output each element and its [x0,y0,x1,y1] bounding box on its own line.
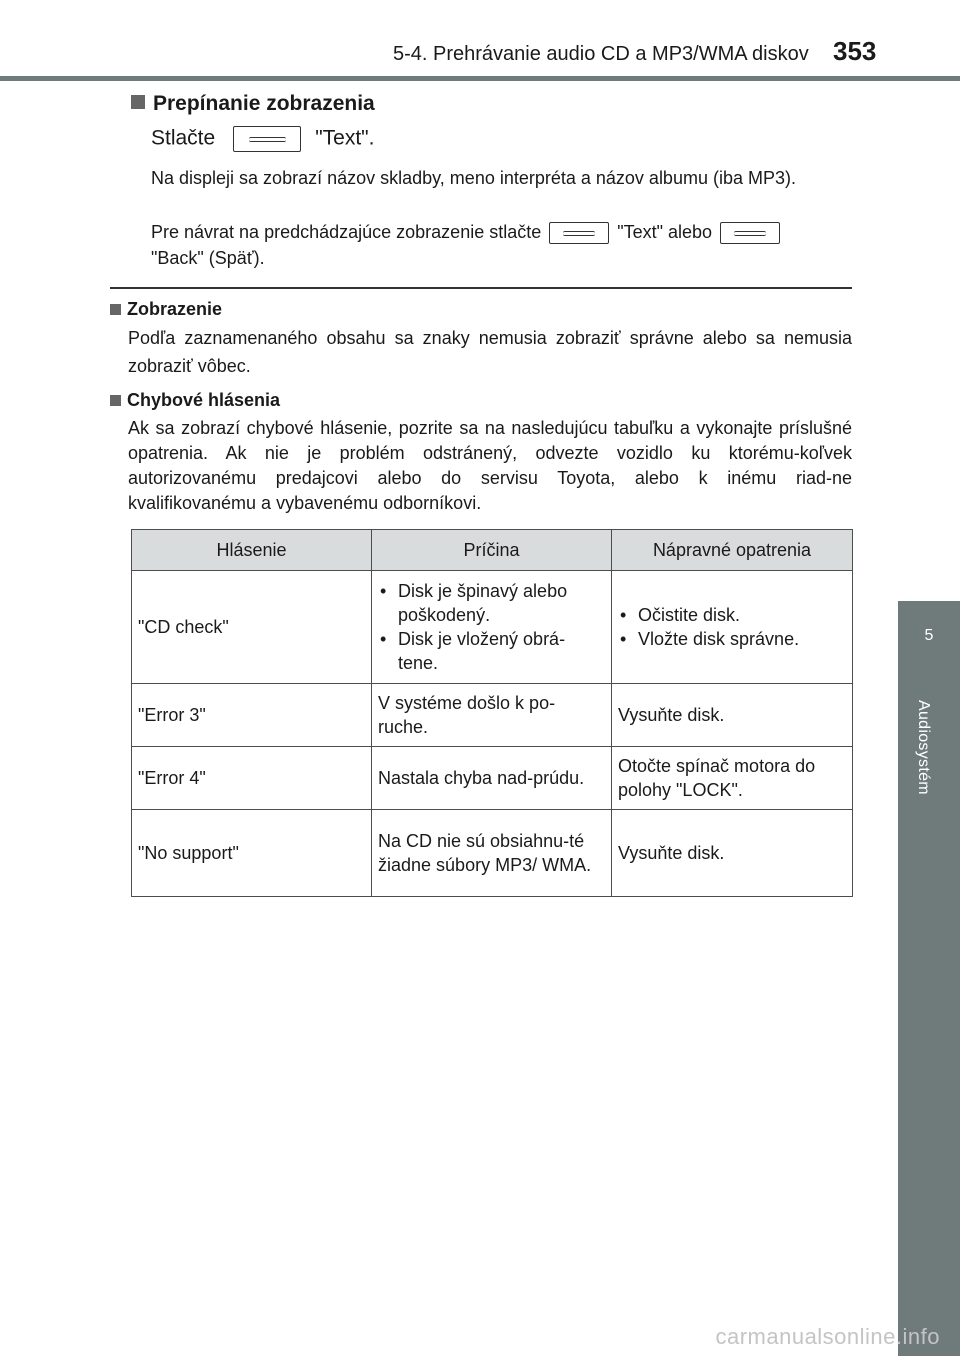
return-text-b: "Text" alebo [617,222,713,242]
error-messages-table [131,529,853,897]
page-number: 353 [833,36,877,66]
cause-cell [372,571,612,684]
header-section-title: 5-4. Prehrávanie audio CD a MP3/WMA diskov [393,43,809,65]
menu-button-icon [549,222,609,244]
return-text-a: Pre návrat na predchádzajúce zobrazenie stlačte [151,222,542,242]
section-divider [110,287,852,289]
return-paragraph [151,219,851,271]
remedy-cell: Otočte spínač motora do polohy "LOCK". [612,747,853,810]
column-header-message: Hlásenie [132,530,372,571]
remedy-cell: Vysuňte disk. [612,810,853,897]
press-suffix: "Text". [315,126,375,150]
cause-cell: Nastala chyba nad-prúdu. [372,747,612,810]
column-header-cause: Príčina [372,530,612,571]
message-cell: "CD check" [132,571,372,684]
table-row [132,747,853,810]
list-item: • Disk je špinavý alebo poškodený. [378,579,605,627]
remedy-cell: Vysuňte disk. [612,684,853,747]
menu-button-icon [233,126,301,152]
press-instruction [151,126,374,152]
subsection-title-display [110,299,222,320]
table-header-row [132,530,853,571]
table-row [132,810,853,897]
message-cell: "No support" [132,810,372,897]
square-bullet-icon [110,304,121,315]
subsection-title-text: Zobrazenie [127,299,223,319]
square-bullet-icon [110,395,121,406]
list-item: • Disk je vložený obrá-tene. [378,627,605,675]
table-row [132,684,853,747]
square-bullet-icon [131,95,145,109]
header-rule [0,76,960,81]
list-item: • Vložte disk správne. [618,627,846,651]
subsection-text-display: Podľa zaznamenaného obsahu sa znaky nemusia zobraziť správne alebo sa nemusia zobraziť vôbec. [128,328,852,376]
subsection-text-errors: Ak sa zobrazí chybové hlásenie, pozrite sa na nasledujúcu tabuľku a vykonajte príslušné opatrenia. Ak nie je problém odstránený, odvezte vozidlo ku ktorému-koľvek autorizovanému predajcovi alebo do servisu Toyota, alebo k inému riad-ne kvalifikovanému a vybavenému odborníkovi. [128,418,852,513]
section-title-text: Prepínanie zobrazenia [153,92,375,115]
menu-button-icon [720,222,780,244]
cause-cell: Na CD nie sú obsiahnu-té žiadne súbory MP3/ WMA. [372,810,612,897]
cause-cell: V systéme došlo k po-ruche. [372,684,612,747]
chapter-label: Audiosystém [915,700,932,795]
press-prefix: Stlačte [151,126,216,150]
column-header-remedy: Nápravné opatrenia [612,530,853,571]
message-cell: "Error 4" [132,747,372,810]
subsection-title-text: Chybové hlásenia [127,390,281,410]
chapter-tab [898,601,960,683]
message-cell: "Error 3" [132,684,372,747]
remedy-cell [612,571,853,684]
display-info-paragraph: Na displeji sa zobrazí názov skladby, meno interpréta a názov albumu (iba MP3). [151,168,796,188]
list-item: • Očistite disk. [618,603,846,627]
watermark: carmanualsonline.info [715,1324,940,1349]
table-row [132,571,853,684]
chapter-number: 5 [924,627,934,644]
subsection-title-errors [110,390,280,411]
section-title [131,92,375,116]
return-text-c: "Back" (Späť). [151,248,265,268]
